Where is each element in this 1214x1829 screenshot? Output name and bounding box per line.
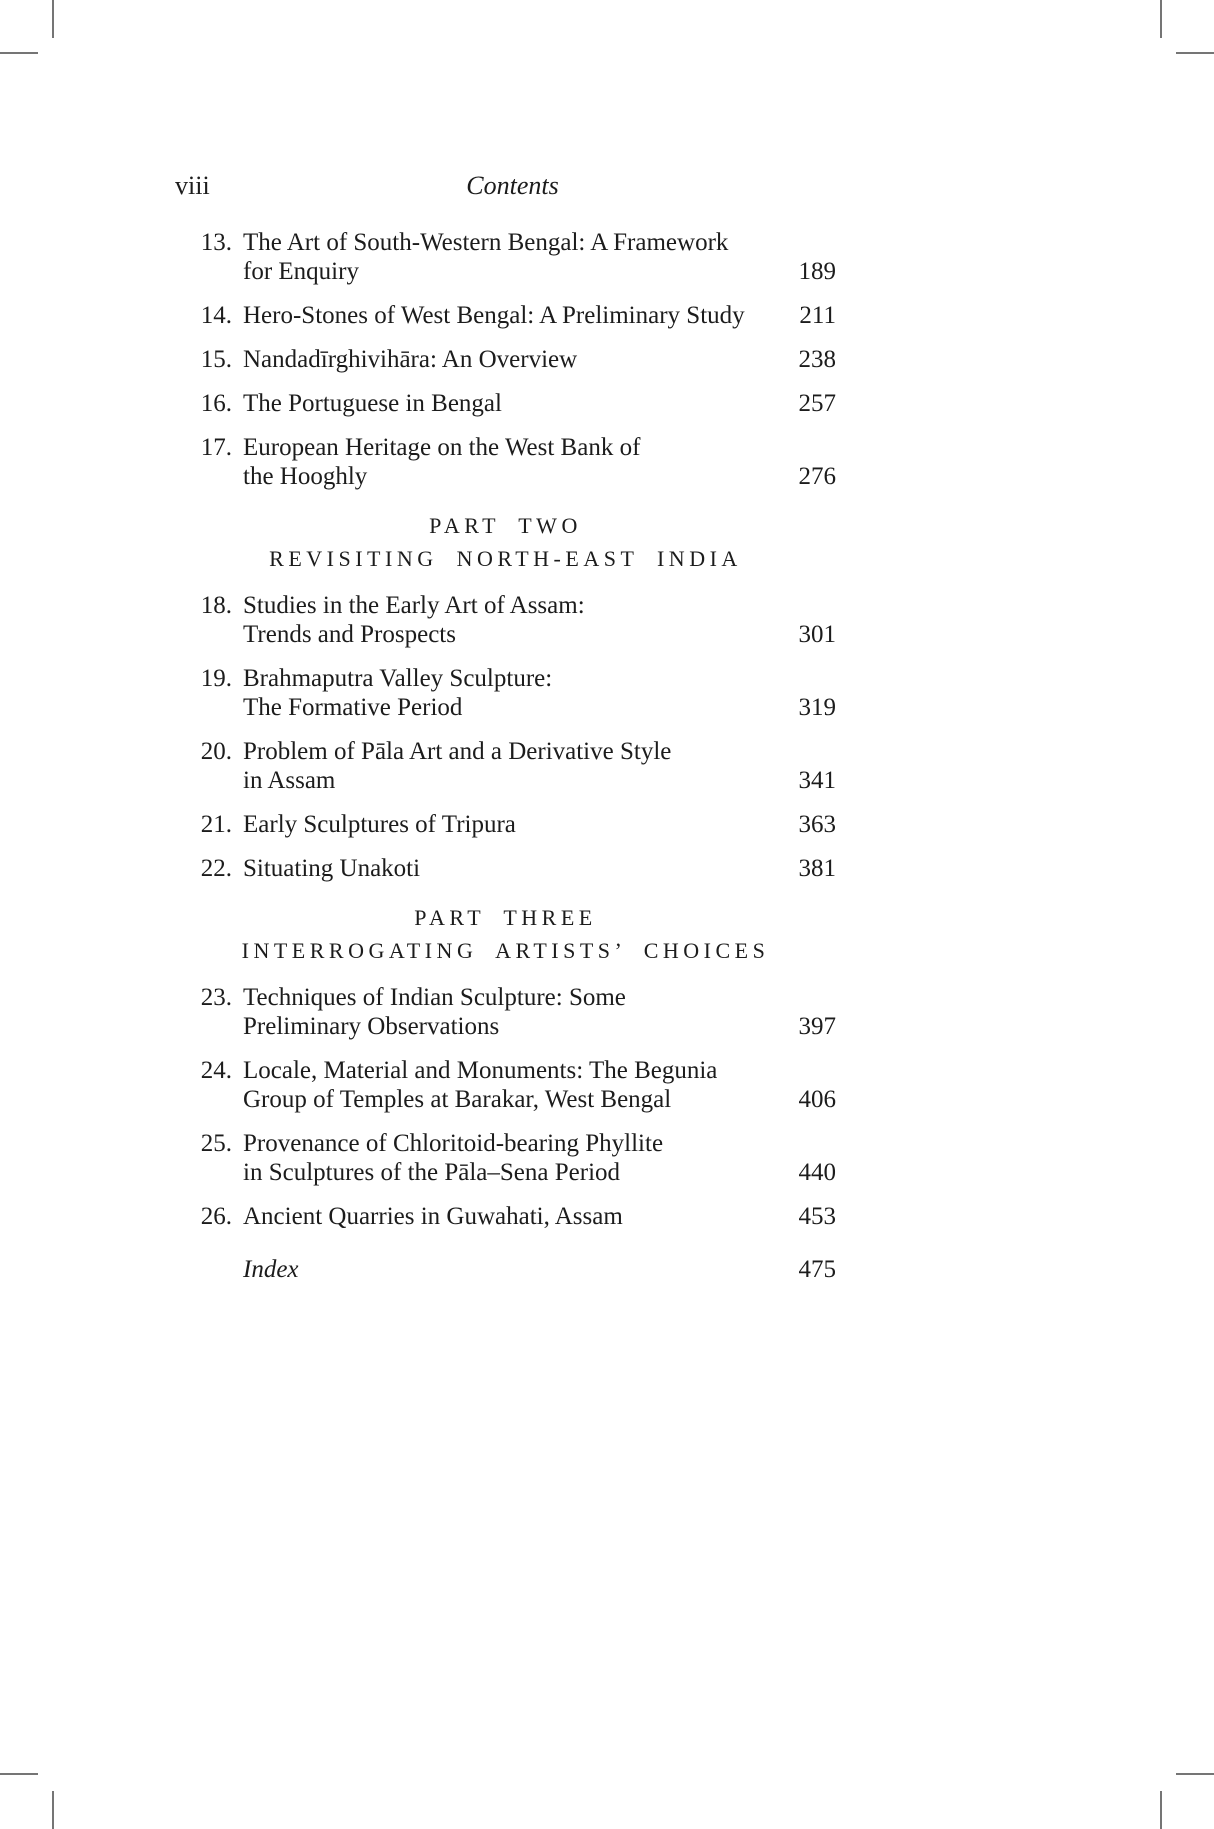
toc-entry-number: 25. bbox=[200, 1130, 232, 1157]
toc-entry-title-line: Problem of Pāla Art and a Derivative Style bbox=[243, 738, 672, 765]
toc-entry-title-line: Trends and Prospects bbox=[243, 621, 456, 648]
toc-entry bbox=[175, 737, 836, 795]
part-heading-line: PART TWO bbox=[429, 513, 582, 538]
toc-entry-number: 26. bbox=[200, 1203, 232, 1230]
toc-entry-page-number: 319 bbox=[798, 694, 836, 721]
toc-entry-page-number: 363 bbox=[798, 811, 836, 838]
toc-entry-title-line: Group of Temples at Barakar, West Bengal bbox=[243, 1086, 672, 1113]
crop-mark-top-right-vertical bbox=[1160, 0, 1162, 38]
toc-entry bbox=[175, 301, 836, 330]
toc-entry-title-line: The Formative Period bbox=[243, 694, 463, 721]
toc-entry bbox=[175, 345, 836, 374]
toc-entry bbox=[175, 1202, 836, 1231]
toc-entry-number: 24. bbox=[200, 1057, 232, 1084]
toc-entry-title-line: Studies in the Early Art of Assam: bbox=[243, 592, 585, 619]
toc-entry-title bbox=[232, 810, 596, 839]
toc-entry-page-number: 257 bbox=[798, 390, 836, 417]
toc-entry-page-number: 211 bbox=[799, 302, 836, 329]
toc-entry-page-number: 301 bbox=[798, 621, 836, 648]
toc-entry-title-line: Locale, Material and Monuments: The Begunia bbox=[243, 1057, 718, 1084]
toc-entry bbox=[175, 983, 836, 1041]
toc-entry bbox=[175, 1129, 836, 1187]
toc-entry-title-line: Situating Unakoti bbox=[243, 855, 421, 882]
toc-entry-title-line: in Sculptures of the Pāla–Sena Period bbox=[243, 1159, 621, 1186]
toc-entry-page-number: 189 bbox=[798, 258, 836, 285]
toc-entry-page-number: 406 bbox=[798, 1086, 836, 1113]
toc-entry-title bbox=[232, 737, 751, 795]
toc-entry-title bbox=[232, 983, 706, 1041]
toc-entry-title bbox=[232, 345, 657, 374]
toc-entry-title-line: Brahmaputra Valley Sculpture: bbox=[243, 665, 553, 692]
toc-entry-title bbox=[232, 228, 808, 286]
toc-entry-title-line: The Art of South-Western Bengal: A Framework bbox=[243, 229, 729, 256]
crop-mark-bottom-left-vertical bbox=[52, 1791, 54, 1829]
toc-entry bbox=[175, 1056, 836, 1114]
toc-entry-title-line: Ancient Quarries in Guwahati, Assam bbox=[243, 1203, 623, 1230]
toc-entry-title bbox=[232, 854, 500, 883]
toc-entry-title-line: Early Sculptures of Tripura bbox=[243, 811, 516, 838]
toc-entry-number: 22. bbox=[200, 855, 232, 882]
toc-entry-title-line: for Enquiry bbox=[243, 258, 359, 285]
part-heading-line: REVISITING NORTH-EAST INDIA bbox=[269, 546, 742, 571]
toc-entry-title-line: Index bbox=[243, 1256, 299, 1283]
toc-index-entry bbox=[175, 1255, 836, 1284]
toc-entry bbox=[175, 810, 836, 839]
toc-entry-title-line: Preliminary Observations bbox=[243, 1013, 500, 1040]
crop-mark-bottom-left-horizontal bbox=[0, 1773, 38, 1775]
toc-entry-title-line: Nandadīrghivihāra: An Overview bbox=[243, 346, 578, 373]
toc-entry-page-number: 453 bbox=[798, 1203, 836, 1230]
part-heading bbox=[175, 509, 836, 575]
toc-entry-title-line: The Portuguese in Bengal bbox=[243, 390, 502, 417]
toc-entry bbox=[175, 854, 836, 883]
toc-entry bbox=[175, 228, 836, 286]
toc-entry-page-number: 397 bbox=[798, 1013, 836, 1040]
toc-entry-page-number: 341 bbox=[798, 767, 836, 794]
part-heading-line: INTERROGATING ARTISTS’ CHOICES bbox=[241, 938, 770, 963]
toc-entry-number: 20. bbox=[200, 738, 232, 765]
toc-entry-page-number: 475 bbox=[798, 1256, 836, 1283]
page-folio: viii bbox=[175, 171, 210, 200]
toc-entry-title-line: Provenance of Chloritoid-bearing Phyllite bbox=[243, 1130, 664, 1157]
page-header bbox=[175, 170, 836, 202]
toc-entry bbox=[175, 389, 836, 418]
toc-entry-number: 19. bbox=[200, 665, 232, 692]
crop-mark-bottom-right-vertical bbox=[1160, 1791, 1162, 1829]
table-of-contents bbox=[175, 228, 836, 1284]
toc-entry-number: 21. bbox=[200, 811, 232, 838]
part-heading-line: PART THREE bbox=[414, 905, 597, 930]
toc-entry-title-line: European Heritage on the West Bank of bbox=[243, 434, 641, 461]
toc-entry-title bbox=[232, 1202, 703, 1231]
part-heading bbox=[175, 901, 836, 967]
toc-entry-title bbox=[232, 591, 665, 649]
toc-entry-title bbox=[232, 433, 720, 491]
toc-entry-number: 14. bbox=[200, 302, 232, 329]
toc-entry-title-line: Hero-Stones of West Bengal: A Preliminary Study bbox=[243, 302, 745, 329]
toc-entry-number: 16. bbox=[200, 390, 232, 417]
toc-entry-page-number: 238 bbox=[798, 346, 836, 373]
toc-entry-page-number: 440 bbox=[798, 1159, 836, 1186]
toc-entry bbox=[175, 433, 836, 491]
crop-mark-top-left-vertical bbox=[52, 0, 54, 38]
crop-mark-top-left-horizontal bbox=[0, 52, 38, 54]
toc-entry bbox=[175, 591, 836, 649]
toc-entry-title bbox=[232, 389, 582, 418]
running-head: Contents bbox=[466, 171, 559, 200]
toc-entry-title bbox=[232, 1129, 743, 1187]
contents-column bbox=[175, 170, 836, 1299]
toc-entry-title-line: Techniques of Indian Sculpture: Some bbox=[243, 984, 626, 1011]
toc-entry-number: 15. bbox=[200, 346, 232, 373]
toc-entry-title bbox=[232, 1056, 797, 1114]
toc-entry-title bbox=[232, 664, 632, 722]
toc-entry bbox=[175, 664, 836, 722]
toc-entry-title bbox=[232, 1255, 379, 1284]
toc-entry-number: 18. bbox=[200, 592, 232, 619]
toc-entry-number: 23. bbox=[200, 984, 232, 1011]
toc-entry-title bbox=[232, 301, 825, 330]
toc-entry-title-line: in Assam bbox=[243, 767, 336, 794]
toc-entry-number: 17. bbox=[200, 434, 232, 461]
crop-mark-top-right-horizontal bbox=[1176, 52, 1214, 54]
crop-mark-bottom-right-horizontal bbox=[1176, 1773, 1214, 1775]
toc-entry-title-line: the Hooghly bbox=[243, 463, 368, 490]
toc-entry-page-number: 381 bbox=[798, 855, 836, 882]
toc-entry-page-number: 276 bbox=[798, 463, 836, 490]
toc-entry-number: 13. bbox=[200, 229, 232, 256]
